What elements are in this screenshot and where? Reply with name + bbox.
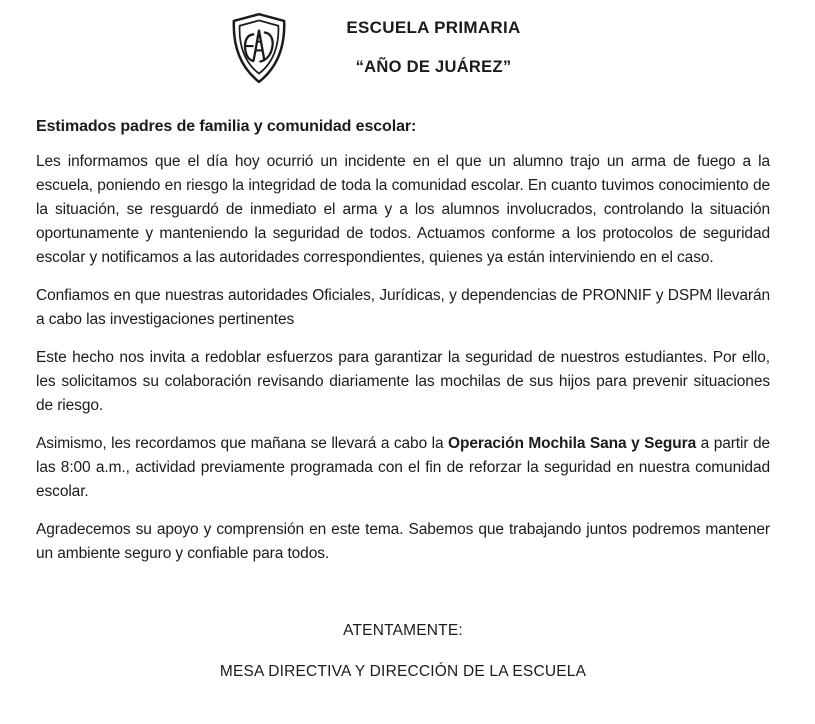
operation-text-before: Asimismo, les recordamos que mañana se llevará a cabo la — [36, 435, 449, 452]
paragraph-backpack-check: Este hecho nos invita a redoblar esfuerzos para garantizar la seguridad de nuestros estudiantes. Por ello, les solicitamos su colaboración revisando diariamente las mochilas de sus hijos para prevenir situaciones de riesgo. — [36, 349, 770, 414]
letterhead-titles — [0, 18, 815, 77]
paragraph-authorities: Confiamos en que nuestras autoridades Oficiales, Jurídicas, y dependencias de PRONNIF y DSPM llevarán a cabo las investigaciones pertinentes — [36, 287, 770, 328]
school-crest-icon — [230, 10, 288, 86]
paragraph-incident: Les informamos que el día hoy ocurrió un incidente en el que un alumno trajo un arma de fuego a la escuela, poniendo en riesgo la integridad de toda la comunidad escolar. En cuanto tuvimos conocimiento de la situación, se resguardó de inmediato el arma y a los alumnos involucrados, controlando la situación oportunamente y manteniendo la seguridad de todos. Actuamos conforme a los protocolos de seguridad escolar y notificamos a las autoridades correspondientes, quienes ya están interviniendo en el caso. — [36, 153, 770, 266]
letterhead — [0, 0, 815, 100]
school-type-title: ESCUELA PRIMARIA — [346, 18, 521, 37]
operation-text-after: a partir de las 8:00 a.m., actividad previamente programada con el fin de reforzar la seguridad en nuestra comunidad escolar. — [36, 435, 770, 500]
closing-text: ATENTAMENTE: — [343, 622, 463, 639]
operation-name: Operación Mochila Sana y Segura — [448, 435, 697, 452]
letter-body — [0, 118, 815, 681]
paragraph-operation — [36, 432, 770, 504]
salutation: Estimados padres de familia y comunidad escolar: — [36, 118, 417, 135]
school-name-title: “AÑO DE JUÁREZ” — [355, 58, 512, 76]
signature-text: MESA DIRECTIVA Y DIRECCIÓN DE LA ESCUELA — [219, 663, 587, 680]
paragraph-thanks: Agradecemos su apoyo y comprensión en este tema. Sabemos que trabajando juntos podremos mantener un ambiente seguro y confiable para todos. — [36, 521, 770, 562]
closing-block — [36, 622, 770, 681]
